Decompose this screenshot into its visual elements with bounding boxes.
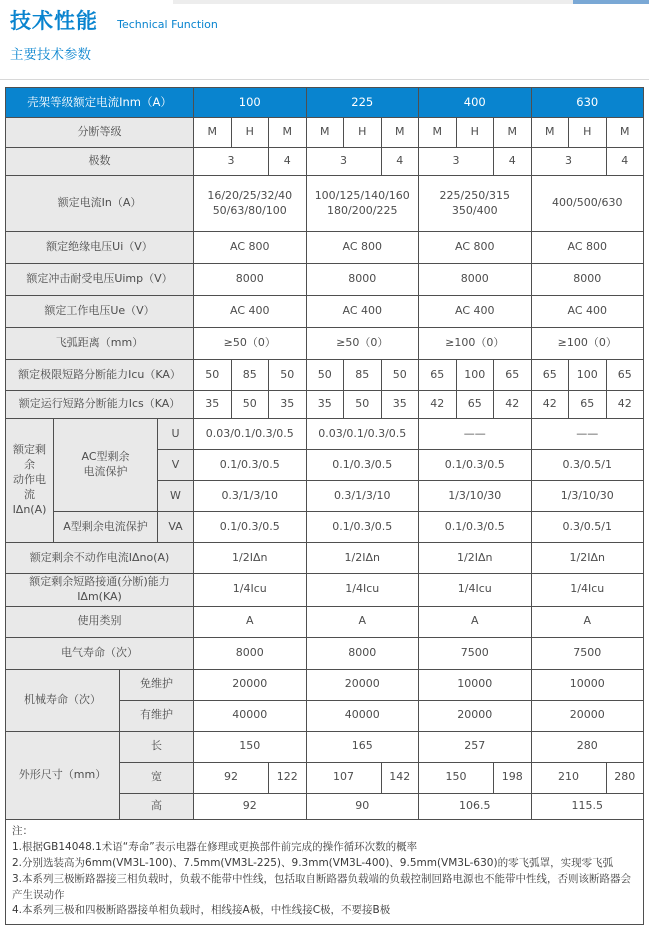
value-cell: 115.5 (531, 793, 644, 819)
table-row-idm (6, 574, 644, 607)
frame-630: 630 (531, 88, 644, 118)
table-row-electrical-life (6, 637, 644, 669)
value-cell: 0.1/0.3/0.5 (419, 512, 532, 543)
value-cell: 20000 (306, 669, 419, 700)
value-cell: 42 (419, 391, 457, 419)
notes-title: 注： (12, 824, 33, 837)
value-cell: 20000 (531, 700, 644, 731)
sub-label-height: 高 (120, 793, 194, 819)
value-cell: 210 (531, 762, 606, 793)
value-cell: 0.03/0.1/0.3/0.5 (194, 419, 307, 450)
value-cell: 50 (306, 360, 344, 391)
value-cell: AC 800 (531, 232, 644, 264)
row-label-breaking-grade: 分断等级 (6, 118, 194, 148)
value-cell: 3 (531, 148, 606, 176)
value-cell: M (381, 118, 419, 148)
value-cell: ≥100（0） (419, 328, 532, 360)
sub-label-va: VA (158, 512, 194, 543)
value-cell: 40000 (194, 700, 307, 731)
value-cell: M (494, 118, 532, 148)
row-label-idno: 额定剩余不动作电流IΔno(A) (6, 543, 194, 574)
top-decorative-bar (173, 0, 649, 4)
note-4: 4.本系列三极和四极断路器接单相负载时，相线接A极，中性线接C极，不要接B极 (12, 904, 391, 917)
value-cell: M (269, 118, 307, 148)
value-cell: 280 (531, 731, 644, 762)
sub-label-with-maintenance: 有维护 (120, 700, 194, 731)
page-title: 技术性能 (10, 9, 98, 33)
value-cell: 4 (381, 148, 419, 176)
row-label-working-voltage: 额定工作电压Ue（V） (6, 296, 194, 328)
spec-table (5, 87, 644, 820)
value-cell: 122 (269, 762, 307, 793)
value-cell: 35 (306, 391, 344, 419)
value-cell: 280 (606, 762, 644, 793)
value-cell: 65 (456, 391, 494, 419)
value-cell: 3 (306, 148, 381, 176)
value-cell: 85 (231, 360, 269, 391)
row-label-dimensions: 外形尺寸（mm） (6, 731, 120, 819)
table-row-impulse-voltage (6, 264, 644, 296)
row-label-idm: 额定剩余短路接通(分断)能力IΔm(KA) (6, 574, 194, 607)
value-cell: 198 (494, 762, 532, 793)
value-cell: A (419, 606, 532, 637)
value-cell: 50 (194, 360, 232, 391)
row-label-residual-current: 额定剩余 动作电流 IΔn(A) (6, 419, 54, 543)
value-cell: 1/4Icu (419, 574, 532, 607)
table-row-residual-u (6, 419, 644, 450)
value-cell: ≥100（0） (531, 328, 644, 360)
value-cell: 0.1/0.3/0.5 (194, 450, 307, 481)
value-cell: 3 (419, 148, 494, 176)
value-cell: 1/4Icu (194, 574, 307, 607)
notes-section (5, 820, 644, 925)
sub-label-maintenance-free: 免维护 (120, 669, 194, 700)
table-row-usage-category (6, 606, 644, 637)
sub-label-u: U (158, 419, 194, 450)
value-cell: 1/3/10/30 (531, 481, 644, 512)
note-3: 3.本系列三极断路器接三相负载时，负载不能带中性线，包括取自断路器负载端的负载控制回路电源也不能带中性线，否则该断路器会产生误动作 (12, 872, 632, 901)
value-cell: M (606, 118, 644, 148)
value-cell: AC 400 (531, 296, 644, 328)
value-cell: AC 400 (194, 296, 307, 328)
row-label-rated-current: 额定电流In（A） (6, 176, 194, 232)
value-cell: A (531, 606, 644, 637)
value-cell: ≥50（0） (194, 328, 307, 360)
value-cell: 42 (531, 391, 569, 419)
value-cell: 50 (344, 391, 382, 419)
value-cell: 0.1/0.3/0.5 (306, 512, 419, 543)
value-cell: 8000 (306, 637, 419, 669)
value-cell: H (231, 118, 269, 148)
label-ac-type-protection: AC型剩余 电流保护 (54, 419, 158, 512)
value-cell: A (194, 606, 307, 637)
value-cell: 65 (419, 360, 457, 391)
value-cell: AC 400 (306, 296, 419, 328)
value-cell: AC 800 (194, 232, 307, 264)
value-cell: M (194, 118, 232, 148)
value-cell: 10000 (419, 669, 532, 700)
value-cell: 65 (606, 360, 644, 391)
table-row-dim-length (6, 731, 644, 762)
value-cell: 1/2IΔn (531, 543, 644, 574)
value-cell: 20000 (194, 669, 307, 700)
value-cell: 400/500/630 (531, 176, 644, 232)
value-cell: 4 (494, 148, 532, 176)
value-cell: 10000 (531, 669, 644, 700)
value-cell: 165 (306, 731, 419, 762)
value-cell: 65 (569, 391, 607, 419)
value-cell: 1/2IΔn (419, 543, 532, 574)
table-row-breaking-grade (6, 118, 644, 148)
value-cell: 16/20/25/32/40 50/63/80/100 (194, 176, 307, 232)
value-cell: 0.1/0.3/0.5 (194, 512, 307, 543)
value-cell: 0.03/0.1/0.3/0.5 (306, 419, 419, 450)
value-cell: 42 (606, 391, 644, 419)
value-cell: 50 (269, 360, 307, 391)
row-label-arc-distance: 飞弧距离（mm） (6, 328, 194, 360)
value-cell: 0.3/1/3/10 (306, 481, 419, 512)
value-cell: 1/4Icu (531, 574, 644, 607)
value-cell: 0.3/0.5/1 (531, 512, 644, 543)
page-header (0, 0, 649, 63)
sub-label-w: W (158, 481, 194, 512)
value-cell: 50 (381, 360, 419, 391)
table-row-insulation-voltage (6, 232, 644, 264)
horizontal-divider (0, 79, 649, 80)
value-cell: 0.3/1/3/10 (194, 481, 307, 512)
value-cell: 100/125/140/160 180/200/225 (306, 176, 419, 232)
value-cell: —— (419, 419, 532, 450)
row-label-impulse-voltage: 额定冲击耐受电压Uimp（V） (6, 264, 194, 296)
value-cell: 0.3/0.5/1 (531, 450, 644, 481)
value-cell: 50 (231, 391, 269, 419)
value-cell: M (531, 118, 569, 148)
table-row-arc-distance (6, 328, 644, 360)
value-cell: 35 (381, 391, 419, 419)
value-cell: 100 (456, 360, 494, 391)
value-cell: 20000 (419, 700, 532, 731)
value-cell: —— (531, 419, 644, 450)
sub-label-length: 长 (120, 731, 194, 762)
value-cell: 4 (606, 148, 644, 176)
page-title-en: Technical Function (117, 18, 218, 31)
row-label-icu: 额定极限短路分断能力Icu（KA） (6, 360, 194, 391)
value-cell: 40000 (306, 700, 419, 731)
value-cell: H (344, 118, 382, 148)
value-cell: 90 (306, 793, 419, 819)
value-cell: 65 (494, 360, 532, 391)
value-cell: H (569, 118, 607, 148)
row-label-mechanical-life: 机械寿命（次） (6, 669, 120, 731)
row-label-frame-current: 壳架等级额定电流Inm（A） (6, 88, 194, 118)
value-cell: M (306, 118, 344, 148)
value-cell: 107 (306, 762, 381, 793)
value-cell: 257 (419, 731, 532, 762)
row-label-poles: 极数 (6, 148, 194, 176)
row-label-usage-category: 使用类别 (6, 606, 194, 637)
value-cell: 8000 (306, 264, 419, 296)
frame-100: 100 (194, 88, 307, 118)
value-cell: 225/250/315 350/400 (419, 176, 532, 232)
row-label-electrical-life: 电气寿命（次） (6, 637, 194, 669)
sub-label-width: 宽 (120, 762, 194, 793)
note-1: 1.根据GB14048.1术语“寿命”表示电器在修理或更换部件前完成的操作循环次数的概率 (12, 840, 418, 853)
value-cell: 8000 (194, 637, 307, 669)
table-row-ics (6, 391, 644, 419)
value-cell: 8000 (419, 264, 532, 296)
value-cell: 106.5 (419, 793, 532, 819)
value-cell: 92 (194, 762, 269, 793)
value-cell: A (306, 606, 419, 637)
value-cell: 100 (569, 360, 607, 391)
table-row-frame-current (6, 88, 644, 118)
value-cell: 8000 (531, 264, 644, 296)
value-cell: 7500 (419, 637, 532, 669)
top-bar-accent-segment (573, 0, 649, 4)
note-2: 2.分别选装高为6mm(VM3L-100)、7.5mm(VM3L-225)、9.3mm(VM3L-400)、9.5mm(VM3L-630)的零飞弧罩，实现零飞弧 (12, 856, 614, 869)
value-cell: 8000 (194, 264, 307, 296)
value-cell: 1/2IΔn (306, 543, 419, 574)
value-cell: 65 (531, 360, 569, 391)
value-cell: 35 (194, 391, 232, 419)
value-cell: ≥50（0） (306, 328, 419, 360)
frame-225: 225 (306, 88, 419, 118)
value-cell: 0.1/0.3/0.5 (419, 450, 532, 481)
table-row-working-voltage (6, 296, 644, 328)
table-row-residual-va (6, 512, 644, 543)
value-cell: M (419, 118, 457, 148)
value-cell: 150 (419, 762, 494, 793)
value-cell: 1/3/10/30 (419, 481, 532, 512)
value-cell: 150 (194, 731, 307, 762)
value-cell: 42 (494, 391, 532, 419)
page-subtitle: 主要技术参数 (10, 47, 91, 63)
value-cell: 3 (194, 148, 269, 176)
value-cell: 7500 (531, 637, 644, 669)
sub-label-v: V (158, 450, 194, 481)
value-cell: 92 (194, 793, 307, 819)
value-cell: AC 800 (419, 232, 532, 264)
value-cell: 0.1/0.3/0.5 (306, 450, 419, 481)
frame-400: 400 (419, 88, 532, 118)
table-row-rated-current (6, 176, 644, 232)
label-a-type-protection: A型剩余电流保护 (54, 512, 158, 543)
row-label-ics: 额定运行短路分断能力Ics（KA） (6, 391, 194, 419)
table-row-icu (6, 360, 644, 391)
value-cell: AC 800 (306, 232, 419, 264)
value-cell: 1/4Icu (306, 574, 419, 607)
value-cell: 4 (269, 148, 307, 176)
value-cell: H (456, 118, 494, 148)
value-cell: 142 (381, 762, 419, 793)
table-row-poles (6, 148, 644, 176)
value-cell: 1/2IΔn (194, 543, 307, 574)
row-label-insulation-voltage: 额定绝缘电压Ui（V） (6, 232, 194, 264)
value-cell: 35 (269, 391, 307, 419)
value-cell: AC 400 (419, 296, 532, 328)
table-row-mech-life-free (6, 669, 644, 700)
value-cell: 85 (344, 360, 382, 391)
table-row-idno (6, 543, 644, 574)
